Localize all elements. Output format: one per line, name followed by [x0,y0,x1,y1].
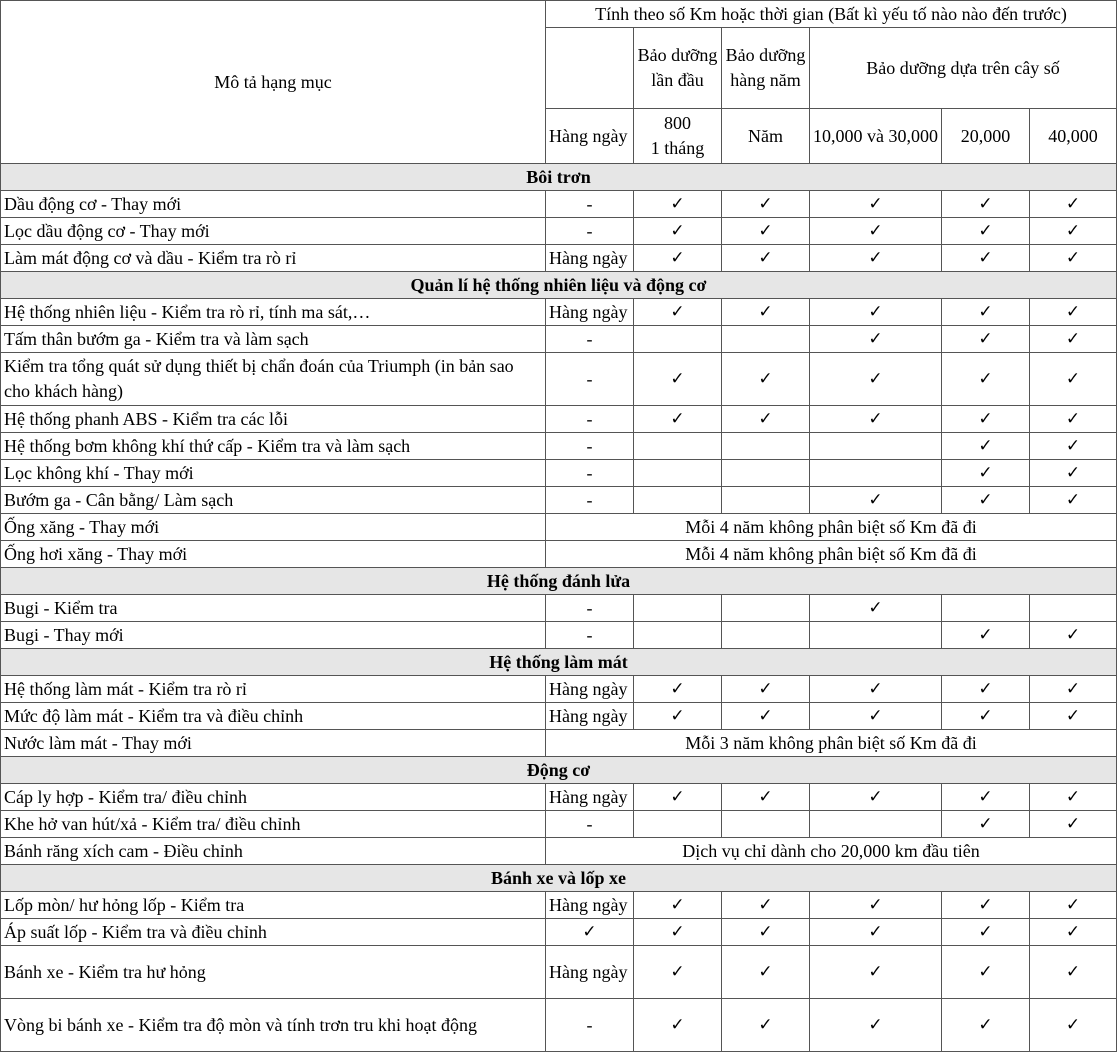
check-icon: ✓ [634,919,722,946]
check-icon: ✓ [1030,353,1117,406]
section-row [1,865,1117,892]
section-row [1,649,1117,676]
check-icon: ✓ [722,299,810,326]
check-icon: ✓ [942,218,1030,245]
cell-10k [810,460,942,487]
section-title: Động cơ [1,757,1117,784]
interval-note: Dịch vụ chỉ dành cho 20,000 km đầu tiên [546,838,1117,865]
col-10k-header: 10,000 và 30,000 [810,109,942,164]
col-40k-header: 40,000 [1030,109,1117,164]
check-icon: ✓ [810,487,942,514]
check-icon: ✓ [722,218,810,245]
cell-first [634,460,722,487]
interval-note: Mỗi 4 năm không phân biệt số Km đã đi [546,541,1117,568]
cell-daily: - [546,191,634,218]
check-icon: ✓ [1030,299,1117,326]
item-description: Bugi - Kiểm tra [1,595,546,622]
check-icon: ✓ [942,919,1030,946]
check-icon: ✓ [942,487,1030,514]
check-icon: ✓ [942,326,1030,353]
check-icon: ✓ [810,703,942,730]
col-20k-header: 20,000 [942,109,1030,164]
mileage-service-header: Bảo dưỡng dựa trên cây số [810,28,1117,109]
check-icon: ✓ [634,892,722,919]
cell-daily: Hàng ngày [546,245,634,272]
cell-10k [810,811,942,838]
cell-daily: - [546,406,634,433]
section-row [1,272,1117,299]
item-description: Nước làm mát - Thay mới [1,730,546,757]
check-icon: ✓ [546,919,634,946]
cell-daily: Hàng ngày [546,299,634,326]
table-row [1,460,1117,487]
table-row [1,622,1117,649]
check-icon: ✓ [942,353,1030,406]
check-icon: ✓ [810,784,942,811]
check-icon: ✓ [722,676,810,703]
interval-header: Tính theo số Km hoặc thời gian (Bất kì yếu tố nào nào đến trước) [546,1,1117,28]
check-icon: ✓ [1030,218,1117,245]
check-icon: ✓ [1030,622,1117,649]
item-description: Bugi - Thay mới [1,622,546,649]
check-icon: ✓ [634,191,722,218]
cell-daily: - [546,595,634,622]
check-icon: ✓ [810,326,942,353]
item-description: Ống xăng - Thay mới [1,514,546,541]
check-icon: ✓ [810,595,942,622]
cell-daily: Hàng ngày [546,946,634,999]
check-icon: ✓ [942,676,1030,703]
check-icon: ✓ [722,353,810,406]
col-annual-header: Năm [722,109,810,164]
check-icon: ✓ [1030,892,1117,919]
check-icon: ✓ [634,999,722,1052]
check-icon: ✓ [1030,191,1117,218]
cell-annual [722,622,810,649]
cell-daily: - [546,326,634,353]
item-description: Mức độ làm mát - Kiểm tra và điều chỉnh [1,703,546,730]
check-icon: ✓ [1030,433,1117,460]
check-icon: ✓ [1030,460,1117,487]
description-header: Mô tả hạng mục [1,1,546,164]
section-title: Hệ thống làm mát [1,649,1117,676]
table-row [1,299,1117,326]
col-first-header: 800 1 tháng [634,109,722,164]
cell-first [634,595,722,622]
check-icon: ✓ [1030,326,1117,353]
check-icon: ✓ [942,433,1030,460]
cell-daily: - [546,218,634,245]
check-icon: ✓ [1030,784,1117,811]
cell-first [634,326,722,353]
table-row [1,245,1117,272]
cell-annual [722,487,810,514]
cell-daily: Hàng ngày [546,892,634,919]
table-row [1,191,1117,218]
check-icon: ✓ [722,946,810,999]
item-description: Cáp ly hợp - Kiểm tra/ điều chỉnh [1,784,546,811]
cell-daily: - [546,460,634,487]
cell-daily: - [546,487,634,514]
item-description: Áp suất lốp - Kiểm tra và điều chỉnh [1,919,546,946]
cell-daily: - [546,353,634,406]
header-row-1 [1,1,1117,28]
item-description: Vòng bi bánh xe - Kiểm tra độ mòn và tính trơn tru khi hoạt động [1,999,546,1052]
check-icon: ✓ [1030,811,1117,838]
check-icon: ✓ [1030,999,1117,1052]
table-row [1,946,1117,999]
check-icon: ✓ [810,191,942,218]
check-icon: ✓ [722,919,810,946]
check-icon: ✓ [722,245,810,272]
check-icon: ✓ [634,784,722,811]
cell-annual [722,433,810,460]
cell-daily: Hàng ngày [546,676,634,703]
table-row [1,730,1117,757]
check-icon: ✓ [810,245,942,272]
item-description: Hệ thống làm mát - Kiểm tra rò rỉ [1,676,546,703]
check-icon: ✓ [942,191,1030,218]
table-row [1,514,1117,541]
table-row [1,784,1117,811]
cell-daily: Hàng ngày [546,784,634,811]
table-row [1,595,1117,622]
check-icon: ✓ [1030,946,1117,999]
check-icon: ✓ [942,946,1030,999]
cell-daily: - [546,622,634,649]
section-title: Quản lí hệ thống nhiên liệu và động cơ [1,272,1117,299]
first-service-header: Bảo dưỡng lần đầu [634,28,722,109]
cell-annual [722,326,810,353]
cell-daily: - [546,999,634,1052]
check-icon: ✓ [942,299,1030,326]
check-icon: ✓ [810,218,942,245]
table-row [1,541,1117,568]
check-icon: ✓ [810,676,942,703]
check-icon: ✓ [634,299,722,326]
item-description: Bướm ga - Cân bằng/ Làm sạch [1,487,546,514]
table-row [1,433,1117,460]
table-row [1,811,1117,838]
section-title: Bánh xe và lốp xe [1,865,1117,892]
check-icon: ✓ [634,946,722,999]
check-icon: ✓ [810,299,942,326]
cell-40k [1030,595,1117,622]
cell-20k [942,595,1030,622]
check-icon: ✓ [634,245,722,272]
cell-daily: Hàng ngày [546,703,634,730]
check-icon: ✓ [722,892,810,919]
check-icon: ✓ [722,406,810,433]
check-icon: ✓ [810,406,942,433]
check-icon: ✓ [634,406,722,433]
table-row [1,406,1117,433]
check-icon: ✓ [942,406,1030,433]
item-description: Kiểm tra tổng quát sử dụng thiết bị chẩn đoán của Triumph (in bản sao cho khách hàng) [1,353,546,406]
schedule-body [1,1,1117,1052]
check-icon: ✓ [722,784,810,811]
table-row [1,353,1117,406]
check-icon: ✓ [810,919,942,946]
cell-annual [722,460,810,487]
check-icon: ✓ [942,784,1030,811]
table-row [1,919,1117,946]
item-description: Làm mát động cơ và dầu - Kiểm tra rò rỉ [1,245,546,272]
section-row [1,164,1117,191]
check-icon: ✓ [1030,676,1117,703]
cell-daily: - [546,433,634,460]
check-icon: ✓ [942,460,1030,487]
item-description: Tấm thân bướm ga - Kiểm tra và làm sạch [1,326,546,353]
annual-service-header: Bảo dưỡng hàng năm [722,28,810,109]
check-icon: ✓ [1030,919,1117,946]
cell-annual [722,595,810,622]
cell-first [634,433,722,460]
item-description: Khe hở van hút/xả - Kiểm tra/ điều chỉnh [1,811,546,838]
interval-note: Mỗi 4 năm không phân biệt số Km đã đi [546,514,1117,541]
table-row [1,838,1117,865]
table-row [1,218,1117,245]
check-icon: ✓ [722,703,810,730]
check-icon: ✓ [942,999,1030,1052]
table-row [1,999,1117,1052]
check-icon: ✓ [722,191,810,218]
cell-10k [810,433,942,460]
check-icon: ✓ [1030,406,1117,433]
item-description: Lọc dầu động cơ - Thay mới [1,218,546,245]
check-icon: ✓ [942,245,1030,272]
check-icon: ✓ [942,703,1030,730]
cell-10k [810,622,942,649]
item-description: Dầu động cơ - Thay mới [1,191,546,218]
check-icon: ✓ [810,946,942,999]
interval-note: Mỗi 3 năm không phân biệt số Km đã đi [546,730,1117,757]
cell-annual [722,811,810,838]
check-icon: ✓ [634,218,722,245]
check-icon: ✓ [1030,703,1117,730]
item-description: Hệ thống bơm không khí thứ cấp - Kiểm tra và làm sạch [1,433,546,460]
cell-first [634,811,722,838]
table-row [1,326,1117,353]
check-icon: ✓ [810,892,942,919]
cell-daily: - [546,811,634,838]
col-daily-header: Hàng ngày [546,109,634,164]
section-title: Hệ thống đánh lửa [1,568,1117,595]
check-icon: ✓ [810,353,942,406]
section-title: Bôi trơn [1,164,1117,191]
item-description: Hệ thống nhiên liệu - Kiểm tra rò rỉ, tính ma sát,… [1,299,546,326]
item-description: Lọc không khí - Thay mới [1,460,546,487]
item-description: Bánh xe - Kiểm tra hư hỏng [1,946,546,999]
check-icon: ✓ [942,892,1030,919]
check-icon: ✓ [634,676,722,703]
item-description: Bánh răng xích cam - Điều chỉnh [1,838,546,865]
cell-first [634,622,722,649]
check-icon: ✓ [1030,487,1117,514]
item-description: Ống hơi xăng - Thay mới [1,541,546,568]
check-icon: ✓ [722,999,810,1052]
item-description: Lốp mòn/ hư hỏng lốp - Kiểm tra [1,892,546,919]
check-icon: ✓ [1030,245,1117,272]
section-row [1,757,1117,784]
check-icon: ✓ [942,811,1030,838]
table-row [1,487,1117,514]
daily-group-header [546,28,634,109]
check-icon: ✓ [810,999,942,1052]
check-icon: ✓ [634,353,722,406]
check-icon: ✓ [634,703,722,730]
section-row [1,568,1117,595]
table-row [1,703,1117,730]
table-row [1,892,1117,919]
check-icon: ✓ [942,622,1030,649]
table-row [1,676,1117,703]
item-description: Hệ thống phanh ABS - Kiểm tra các lỗi [1,406,546,433]
cell-first [634,487,722,514]
